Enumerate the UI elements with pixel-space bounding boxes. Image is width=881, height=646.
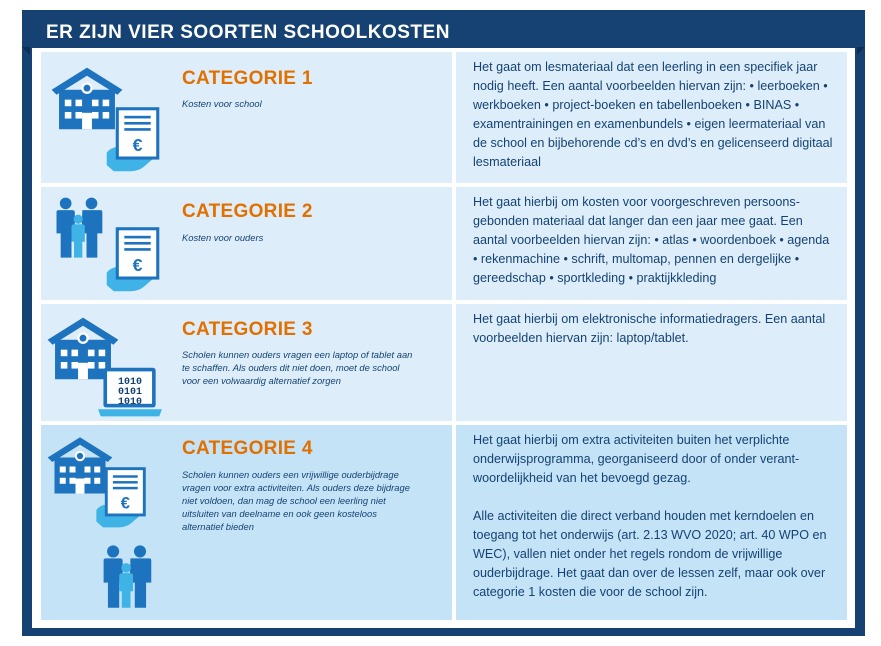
category-1-subtitle: Kosten voor school bbox=[182, 98, 262, 109]
category-2-description: Het gaat hierbij om kosten voor voorgeschreven persoons-gebonden materiaal dat langer dan een jaar mee gaat. Een aantal voorbeelden hiervan zijn: • atlas • woordenboek • agenda • rekenmachine • schrift, multomap, pennen en dergelijke • gereedschap • sportkleding • praktijkkleding bbox=[473, 195, 830, 285]
infographic-frame bbox=[22, 10, 865, 636]
category-row-2 bbox=[41, 187, 847, 300]
header-banner: ER ZIJN VIER SOORTEN SCHOOLKOSTEN bbox=[46, 22, 450, 43]
family-icon bbox=[54, 195, 104, 261]
category-1-label-cell bbox=[41, 52, 452, 183]
category-3-description-cell bbox=[456, 304, 847, 421]
category-2-title: CATEGORIE 2 bbox=[182, 201, 313, 222]
category-4-title: CATEGORIE 4 bbox=[182, 438, 313, 459]
laptop-code-line-1: 1010 bbox=[117, 377, 143, 388]
euro-invoice-icon bbox=[103, 107, 165, 173]
laptop-code-line-3: 1010 bbox=[117, 397, 143, 408]
banner-fold-left bbox=[22, 47, 30, 55]
euro-invoice-icon bbox=[93, 467, 151, 529]
category-3-subtitle: Scholen kunnen ouders vragen een laptop of tablet aan te schaffen. Als ouders dit niet doen, moet de school voor een volwaardig alternatief zorgen bbox=[182, 349, 413, 386]
content-panel bbox=[32, 48, 855, 628]
category-1-description: Het gaat om lesmateriaal dat een leerling in een specifiek jaar nodig heeft. Een aantal voorbeelden hiervan zijn: • leerboeken • werkboeken • project-boeken en tabellenboeken • BINAS • examentrainingen en examenbundels • eigen leermateriaal van de school en bijbehorende cd’s en dvd’s en gelicenseerd digitaal lesmateriaal bbox=[473, 60, 833, 169]
category-1-title: CATEGORIE 1 bbox=[182, 68, 313, 89]
laptop-code-line-2: 0101 bbox=[117, 387, 143, 398]
category-4-description-2: Alle activiteiten die direct verband houden met kerndoelen en toegang tot het onderwijs (art. 2.13 WVO 2020; art. 40 WPO en WEC), vallen niet onder het regels rondom de vrijwillige ouderbijdrage. Het gaat dan over de lessen zelf, maar ook over categorie 1 kosten die voor de school zijn. bbox=[473, 509, 827, 599]
category-2-label-cell bbox=[41, 187, 452, 300]
category-2-description-cell bbox=[456, 187, 847, 300]
category-3-title: CATEGORIE 3 bbox=[182, 319, 313, 340]
category-4-label-cell bbox=[41, 425, 452, 620]
category-3-label-cell bbox=[41, 304, 452, 421]
category-2-subtitle: Kosten voor ouders bbox=[182, 232, 264, 243]
euro-invoice-icon bbox=[103, 227, 165, 293]
category-4-description-cell bbox=[456, 425, 847, 620]
category-3-description: Het gaat hierbij om elektronische informatiedragers. Een aantal voorbeelden hiervan zijn: laptop/tablet. bbox=[473, 312, 826, 345]
category-row-4 bbox=[41, 425, 847, 620]
category-1-description-cell bbox=[456, 52, 847, 183]
category-row-3 bbox=[41, 304, 847, 421]
banner-fold-right bbox=[857, 47, 865, 55]
category-4-description-1: Het gaat hierbij om extra activiteiten buiten het verplichte onderwijsprogramma, georganiseerd door of onder verant-woordelijkheid van het bevoegd gezag. bbox=[473, 433, 800, 485]
family-icon bbox=[101, 543, 153, 611]
laptop-binary-icon bbox=[93, 366, 167, 420]
category-4-subtitle: Scholen kunnen ouders een vrijwillige ouderbijdrage vragen voor extra activiteiten. Als ouders deze bijdrage niet voldoen, dan mag de school een leerling niet uitsluiten van deelname en ook geen kosteloos alternatief bieden bbox=[182, 469, 410, 532]
category-row-1 bbox=[41, 52, 847, 183]
